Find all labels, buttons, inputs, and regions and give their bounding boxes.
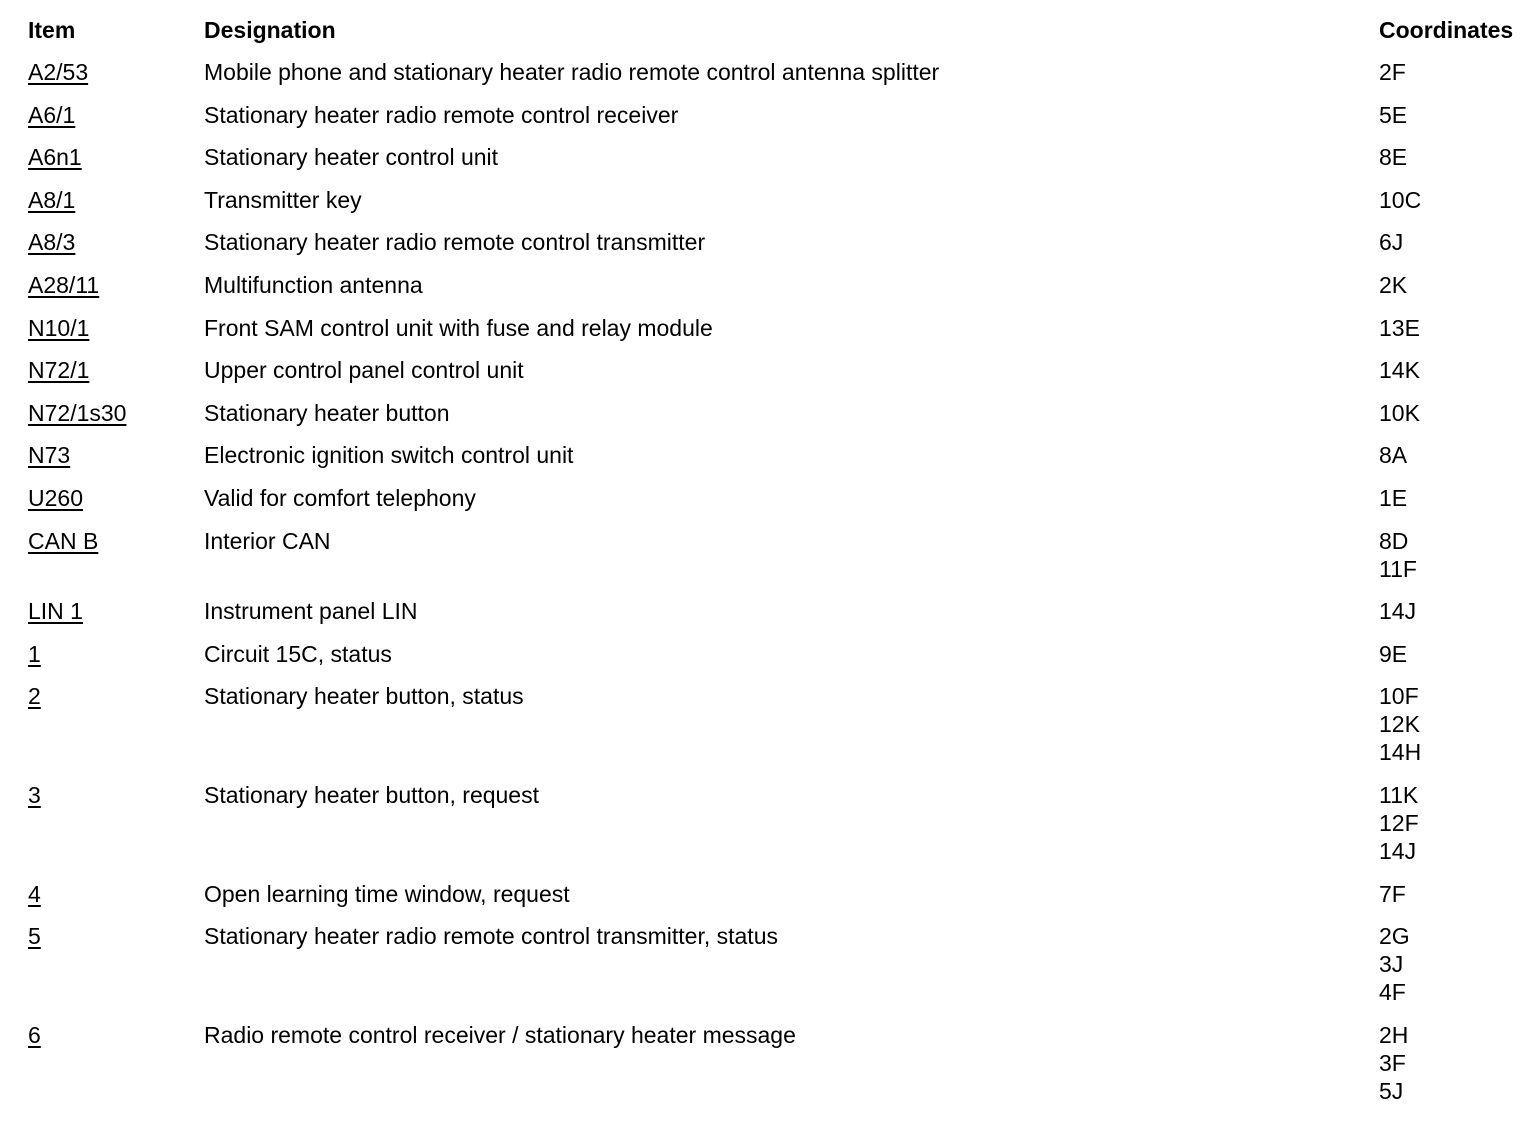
item-cell	[28, 527, 204, 555]
coordinates-cell	[1379, 58, 1528, 86]
legend-table	[28, 16, 1528, 1119]
table-body	[28, 58, 1528, 1119]
item-cell	[28, 922, 204, 950]
table-row	[28, 597, 1528, 640]
coordinate-value: 14J	[1379, 837, 1417, 864]
designation-cell: Instrument panel LIN	[204, 598, 418, 625]
item-link[interactable]: 1	[28, 640, 41, 667]
item-cell	[28, 314, 204, 342]
coordinates-cell	[1379, 314, 1528, 342]
coordinates-cell	[1379, 880, 1528, 908]
coordinates-cell	[1379, 101, 1528, 129]
designation-cell: Stationary heater control unit	[204, 144, 499, 171]
item-link[interactable]: A6n1	[28, 144, 82, 171]
table-row	[28, 356, 1528, 399]
coordinate-value: 14H	[1379, 739, 1422, 766]
designation-cell: Stationary heater button, request	[204, 781, 539, 808]
designation-cell: Radio remote control receiver / stationary heater message	[204, 1021, 796, 1048]
item-cell	[28, 399, 204, 427]
table-header	[28, 16, 1528, 44]
item-link[interactable]: N73	[28, 442, 71, 469]
table-row	[28, 484, 1528, 527]
item-link[interactable]: 3	[28, 781, 41, 808]
designation-cell: Stationary heater button	[204, 399, 450, 426]
table-row	[28, 640, 1528, 683]
designation-cell: Valid for comfort telephony	[204, 484, 476, 511]
item-cell	[28, 781, 204, 809]
designation-cell: Stationary heater button, status	[204, 683, 524, 710]
item-link[interactable]: 5	[28, 923, 41, 950]
item-link[interactable]: A28/11	[28, 271, 100, 298]
coordinates-cell	[1379, 484, 1528, 512]
coordinate-value: 12K	[1379, 711, 1420, 738]
table-row	[28, 399, 1528, 442]
table-row	[28, 143, 1528, 186]
coordinates-cell	[1379, 1021, 1528, 1105]
designation-cell: Open learning time window, request	[204, 880, 570, 907]
table-row	[28, 682, 1528, 781]
header-coordinates: Coordinates	[1379, 17, 1514, 43]
coordinate-value: 2K	[1379, 271, 1408, 298]
item-cell	[28, 101, 204, 129]
table-row	[28, 314, 1528, 357]
item-link[interactable]: N72/1	[28, 357, 90, 384]
coordinate-value: 3F	[1379, 1049, 1406, 1076]
designation-cell: Multifunction antenna	[204, 271, 423, 298]
coordinate-value: 2G	[1379, 923, 1410, 950]
coordinate-value: 14K	[1379, 357, 1420, 384]
coordinates-cell	[1379, 186, 1528, 214]
item-link[interactable]: A6/1	[28, 101, 76, 128]
coordinates-cell	[1379, 356, 1528, 384]
coordinate-value: 6J	[1379, 229, 1404, 256]
item-link[interactable]: A8/1	[28, 186, 76, 213]
table-row	[28, 880, 1528, 923]
coordinate-value: 11K	[1379, 781, 1419, 808]
designation-cell: Interior CAN	[204, 527, 331, 554]
item-cell	[28, 441, 204, 469]
coordinates-cell	[1379, 682, 1528, 766]
coordinate-value: 9E	[1379, 640, 1408, 667]
item-link[interactable]: A8/3	[28, 229, 76, 256]
table-row	[28, 527, 1528, 598]
designation-cell: Electronic ignition switch control unit	[204, 442, 574, 469]
item-link[interactable]: 2	[28, 683, 41, 710]
item-cell	[28, 640, 204, 668]
item-cell	[28, 1021, 204, 1049]
coordinate-value: 2H	[1379, 1021, 1409, 1048]
coordinate-value: 5E	[1379, 101, 1408, 128]
coordinate-value: 2F	[1379, 59, 1406, 85]
item-cell	[28, 597, 204, 625]
table-row	[28, 101, 1528, 144]
item-link[interactable]: 6	[28, 1021, 41, 1048]
coordinates-cell	[1379, 640, 1528, 668]
item-link[interactable]: N72/1s30	[28, 399, 127, 426]
designation-cell: Upper control panel control unit	[204, 357, 524, 384]
item-cell	[28, 186, 204, 214]
header-item: Item	[28, 17, 76, 43]
coordinate-value: 10K	[1379, 399, 1420, 426]
coordinate-value: 7F	[1379, 880, 1406, 907]
header-designation: Designation	[204, 17, 336, 43]
designation-cell: Stationary heater radio remote control transmitter, status	[204, 923, 778, 950]
item-link[interactable]: 4	[28, 880, 41, 907]
coordinate-value: 8A	[1379, 442, 1408, 469]
item-cell	[28, 880, 204, 908]
coordinates-cell	[1379, 922, 1528, 1006]
coordinates-cell	[1379, 597, 1528, 625]
designation-cell: Transmitter key	[204, 186, 362, 213]
coordinates-cell	[1379, 271, 1528, 299]
item-link[interactable]: A2/53	[28, 59, 89, 85]
coordinate-value: 12F	[1379, 809, 1419, 836]
coordinate-value: 4F	[1379, 979, 1406, 1006]
item-link[interactable]: CAN B	[28, 527, 99, 554]
coordinates-cell	[1379, 441, 1528, 469]
coordinates-cell	[1379, 781, 1528, 865]
item-link[interactable]: LIN 1	[28, 598, 83, 625]
item-cell	[28, 682, 204, 710]
table-row	[28, 271, 1528, 314]
table-row	[28, 922, 1528, 1021]
item-link[interactable]: U260	[28, 484, 83, 511]
table-row	[28, 1021, 1528, 1120]
coordinates-cell	[1379, 143, 1528, 171]
designation-cell: Stationary heater radio remote control receiver	[204, 101, 679, 128]
item-cell	[28, 58, 204, 86]
item-cell	[28, 271, 204, 299]
coordinate-value: 14J	[1379, 598, 1417, 625]
item-cell	[28, 228, 204, 256]
designation-cell: Stationary heater radio remote control transmitter	[204, 229, 706, 256]
coordinate-value: 1E	[1379, 484, 1408, 511]
table-row	[28, 228, 1528, 271]
coordinate-value: 10F	[1379, 683, 1419, 710]
item-cell	[28, 484, 204, 512]
item-cell	[28, 143, 204, 171]
item-cell	[28, 356, 204, 384]
coordinate-value: 13E	[1379, 314, 1420, 341]
coordinate-value: 3J	[1379, 951, 1404, 978]
table-row	[28, 441, 1528, 484]
coordinates-cell	[1379, 527, 1528, 583]
item-link[interactable]: N10/1	[28, 314, 90, 341]
table-row	[28, 781, 1528, 880]
coordinates-cell	[1379, 399, 1528, 427]
coordinate-value: 8D	[1379, 527, 1409, 554]
coordinate-value: 8E	[1379, 144, 1408, 171]
coordinate-value: 5J	[1379, 1077, 1404, 1104]
table-row	[28, 58, 1528, 101]
table-row	[28, 186, 1528, 229]
coordinates-cell	[1379, 228, 1528, 256]
designation-cell: Mobile phone and stationary heater radio remote control antenna splitter	[204, 59, 940, 85]
designation-cell: Front SAM control unit with fuse and relay module	[204, 314, 713, 341]
coordinate-value: 10C	[1379, 186, 1422, 213]
coordinate-value: 11F	[1379, 555, 1417, 582]
designation-cell: Circuit 15C, status	[204, 640, 392, 667]
